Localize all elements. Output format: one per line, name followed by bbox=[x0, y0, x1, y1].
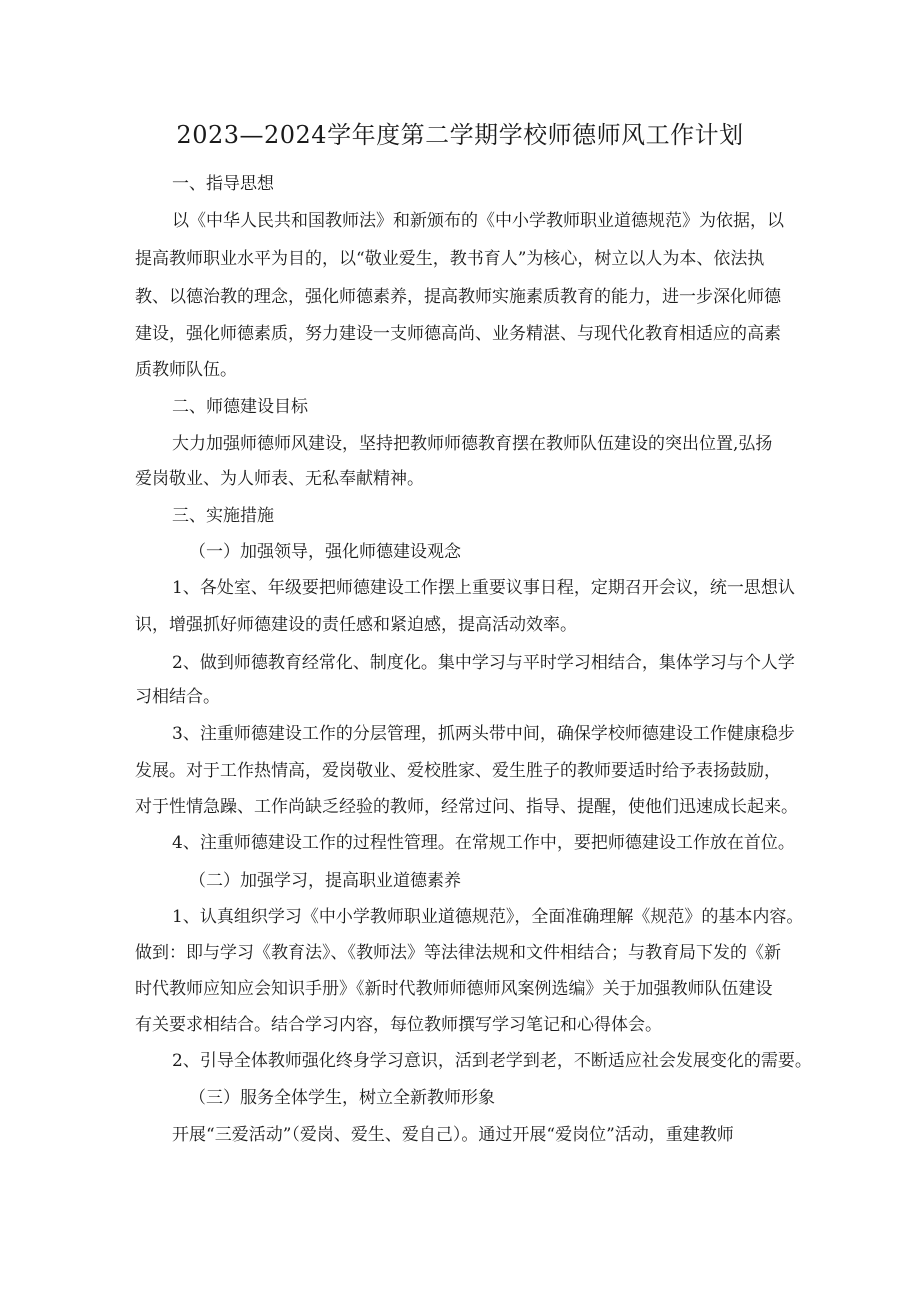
paragraph-line: 大力加强师德师风建设，坚持把教师师德教育摆在教师队伍建设的突出位置,弘扬 bbox=[172, 434, 773, 454]
paragraph-line: 3、注重师德建设工作的分层管理，抓两头带中间，确保学校师德建设工作健康稳步 bbox=[172, 724, 795, 744]
paragraph-line: 2、做到师德教育经常化、制度化。集中学习与平时学习相结合，集体学习与个人学 bbox=[172, 653, 795, 673]
paragraph-line: 2、引导全体教师强化终身学习意识，活到老学到老，不断适应社会发展变化的需要。 bbox=[172, 1051, 812, 1071]
paragraph-line: 习相结合。 bbox=[135, 687, 220, 707]
paragraph-line: 爱岗敬业、为人师表、无私奉献精神。 bbox=[135, 469, 424, 489]
subsection-heading-service: （三）服务全体学生，树立全新教师形象 bbox=[189, 1088, 495, 1108]
paragraph-line: 识，增强抓好师德建设的责任感和紧迫感，提高活动效率。 bbox=[135, 615, 577, 635]
paragraph-line: 建设，强化师德素质，努力建设一支师德高尚、业务精湛、与现代化教育相适应的高素 bbox=[135, 324, 781, 344]
paragraph-line: 有关要求相结合。结合学习内容，每位教师撰写学习笔记和心得体会。 bbox=[135, 1015, 662, 1035]
paragraph-line: 质教师队伍。 bbox=[135, 360, 237, 380]
section-heading-goals: 二、师德建设目标 bbox=[172, 397, 308, 417]
section-heading-guiding-thought: 一、指导思想 bbox=[172, 174, 274, 194]
paragraph-line: 对于性情急躁、工作尚缺乏经验的教师，经常过问、指导、提醒，使他们迅速成长起来。 bbox=[135, 797, 798, 817]
paragraph-line: 4、注重师德建设工作的过程性管理。在常规工作中，要把师德建设工作放在首位。 bbox=[172, 833, 795, 853]
paragraph-line: 时代教师应知应会知识手册》《新时代教师师德师风案例选编》关于加强教师队伍建设 bbox=[135, 979, 773, 999]
subsection-heading-study: （二）加强学习，提高职业道德素养 bbox=[189, 871, 461, 891]
paragraph-line: 做到：即与学习《教育法》、《教师法》等法律法规和文件相结合；与教育局下发的《新 bbox=[135, 943, 781, 963]
paragraph-line: 1、认真组织学习《中小学教师职业道德规范》，全面准确理解《规范》的基本内容。 bbox=[172, 907, 804, 927]
paragraph-line: 提高教师职业水平为目的，以“敬业爱生，教书育人”为核心，树立以人为本、依法执 bbox=[135, 249, 765, 269]
subsection-heading-leadership: （一）加强领导，强化师德建设观念 bbox=[189, 542, 461, 562]
paragraph-line: 教、以德治教的理念，强化师德素养，提高教师实施素质教育的能力，进一步深化师德 bbox=[135, 287, 781, 307]
paragraph-line: 1、各处室、年级要把师德建设工作摆上重要议事日程，定期召开会议，统一思想认 bbox=[172, 578, 795, 598]
paragraph-line: 以《中华人民共和国教师法》和新颁布的《中小学教师职业道德规范》为依据，以 bbox=[172, 211, 784, 231]
section-heading-measures: 三、实施措施 bbox=[172, 506, 274, 526]
paragraph-line: 发展。对于工作热情高，爱岗敬业、爱校胜家、爱生胜子的教师要适时给予表扬鼓励， bbox=[135, 761, 781, 781]
document-title: 2023—2024学年度第二学期学校师德师风工作计划 bbox=[176, 121, 744, 149]
paragraph-line: 开展“三爱活动”（爱岗、爱生、爱自己）。通过开展“爱岗位”活动，重建教师 bbox=[172, 1125, 734, 1145]
